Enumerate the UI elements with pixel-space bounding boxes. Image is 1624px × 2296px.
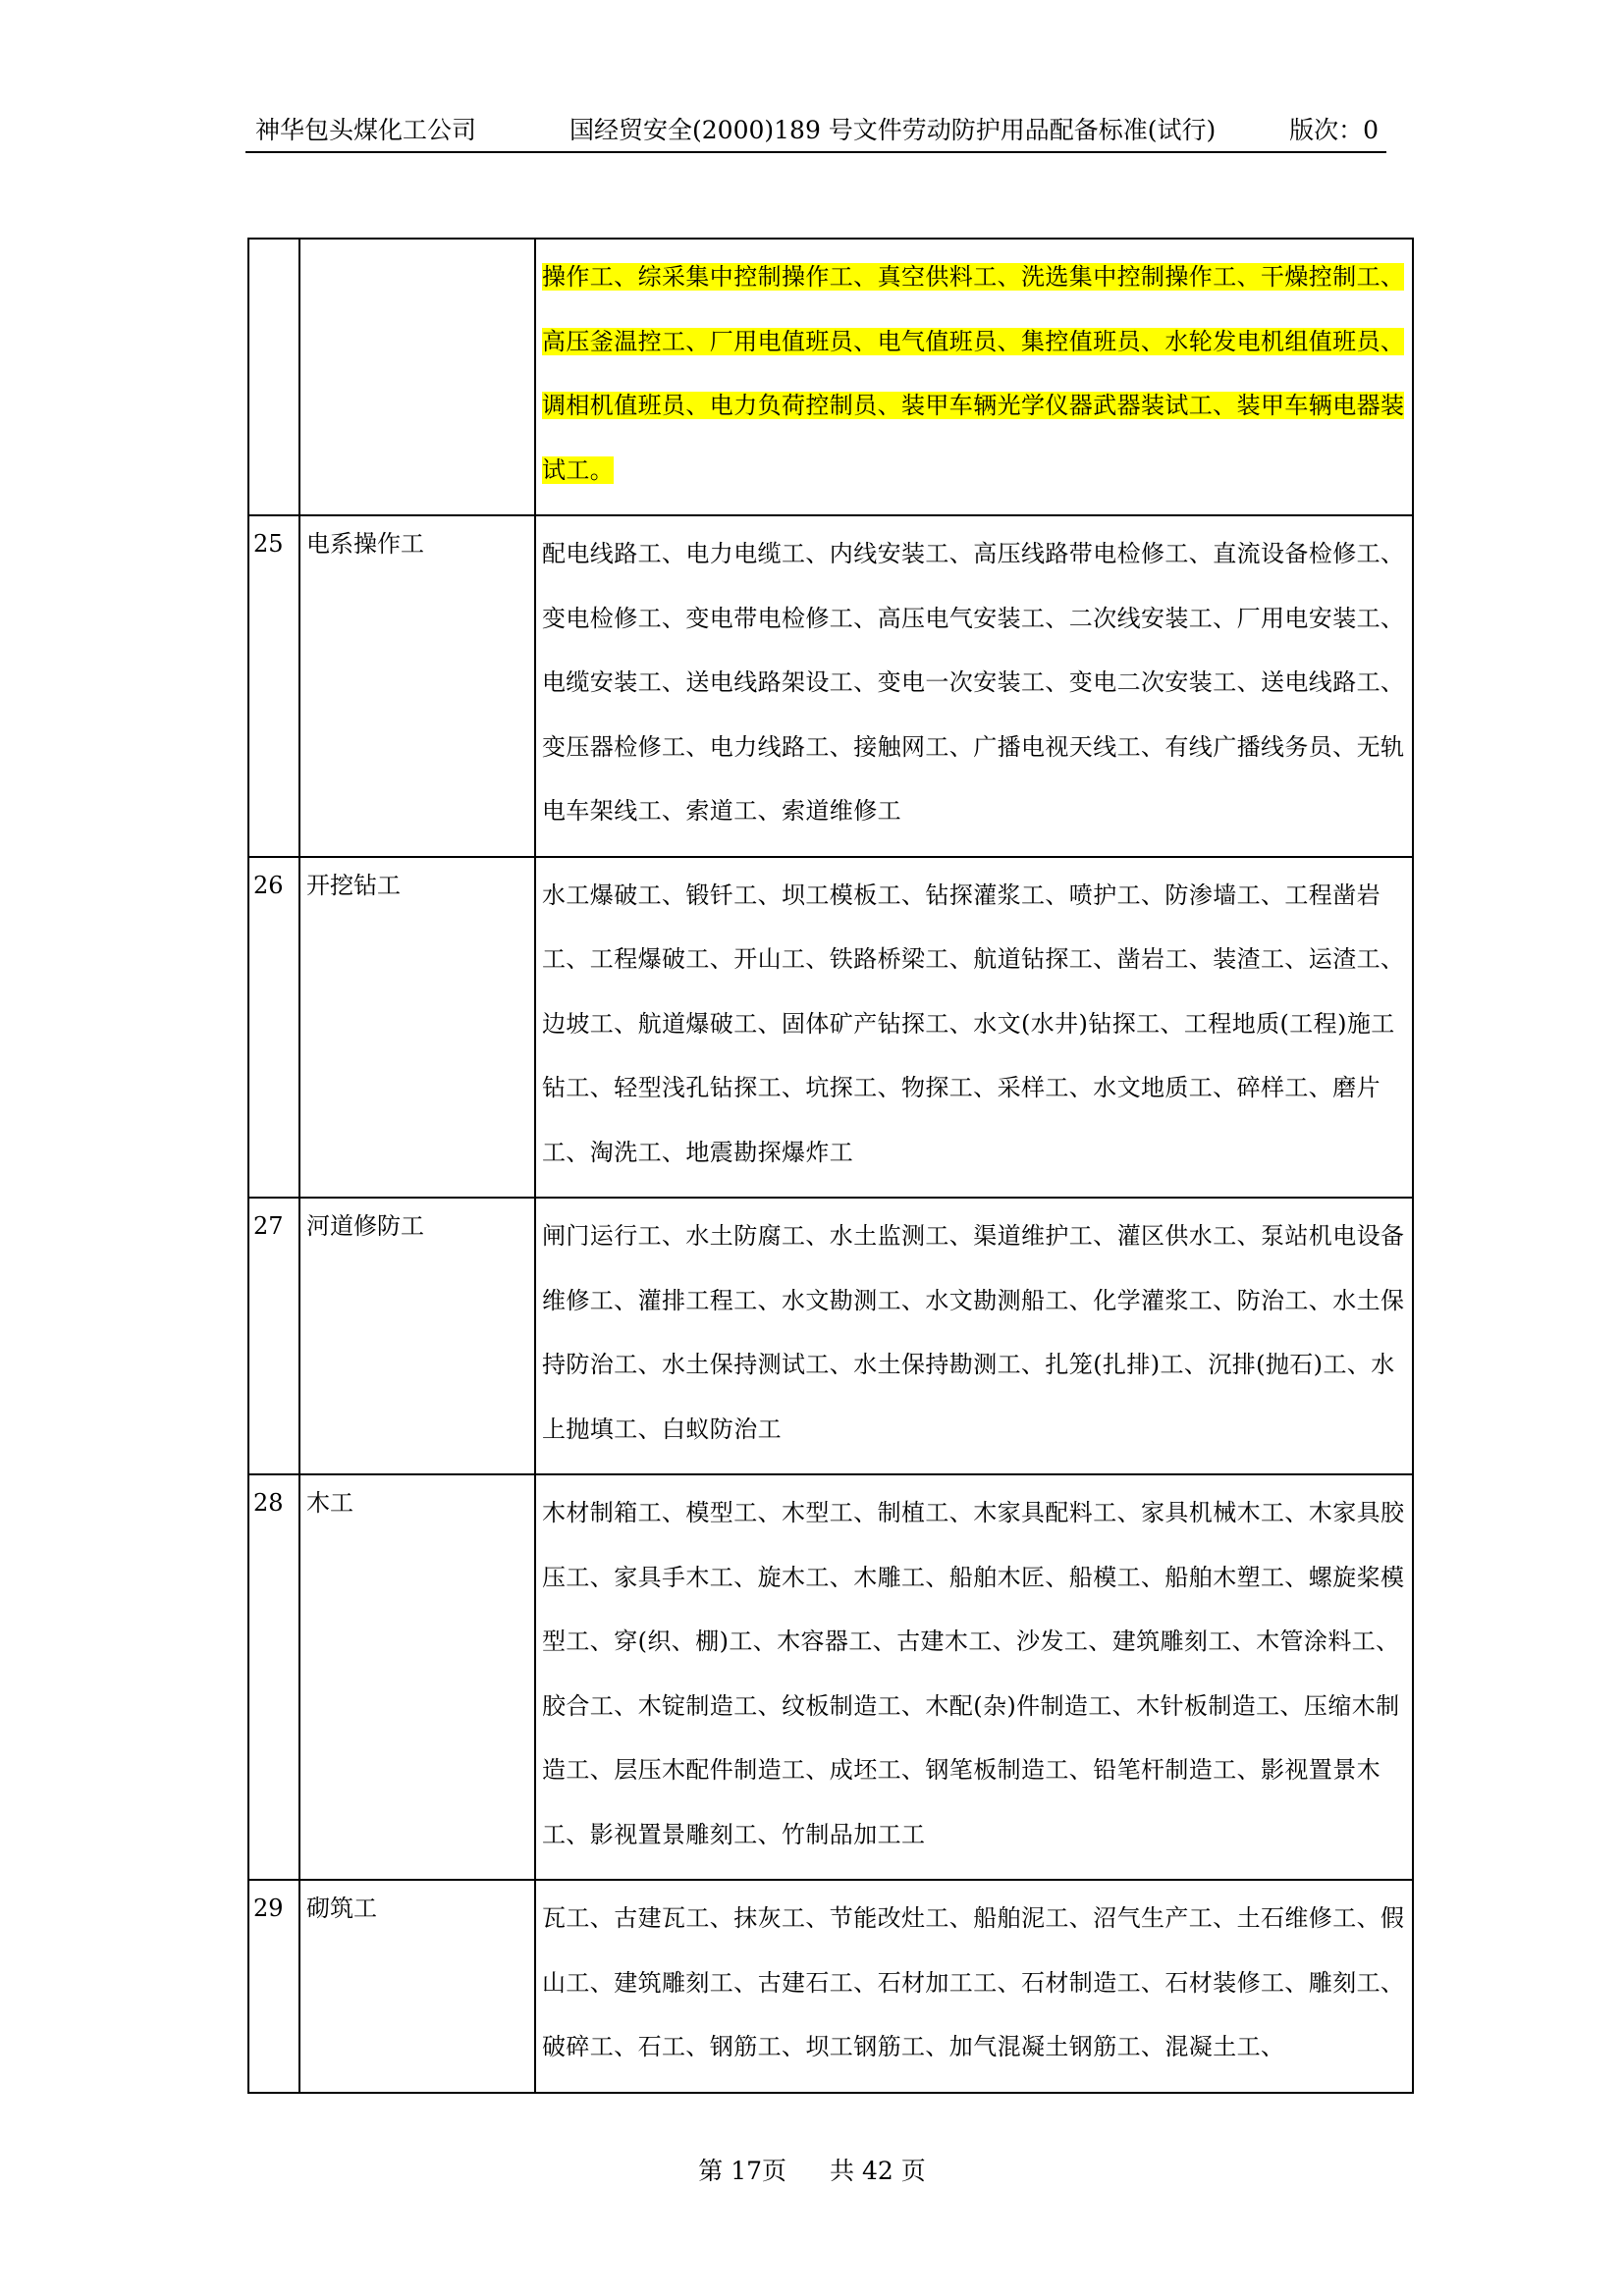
row-number: 26 bbox=[248, 857, 299, 1199]
row-job-list: 瓦工、古建瓦工、抹灰工、节能改灶工、船舶泥工、沼气生产工、土石维修工、假山工、建筑雕刻工、古建石工、石材加工工、石材制造工、石材装修工、雕刻工、破碎工、石工、钢筋工、坝工钢筋工、加气混凝土钢筋工、混凝土工、 bbox=[535, 1880, 1413, 2093]
row-number bbox=[248, 239, 299, 515]
job-category-table bbox=[247, 238, 1414, 2094]
row-category bbox=[299, 239, 535, 515]
row-category: 河道修防工 bbox=[299, 1198, 535, 1474]
table-row bbox=[248, 1880, 1413, 2093]
row-category: 开挖钻工 bbox=[299, 857, 535, 1199]
row-number: 27 bbox=[248, 1198, 299, 1474]
page-total: 共 42 页 bbox=[830, 2157, 926, 2185]
table-row bbox=[248, 239, 1413, 515]
row-job-list: 水工爆破工、锻钎工、坝工模板工、钻探灌浆工、喷护工、防渗墙工、工程凿岩工、工程爆破工、开山工、铁路桥梁工、航道钻探工、凿岩工、装渣工、运渣工、边坡工、航道爆破工、固体矿产钻探工、水文(水井)钻探工、工程地质(工程)施工钻工、轻型浅孔钻探工、坑探工、物探工、采样工、水文地质工、碎样工、磨片工、淘洗工、地震勘探爆炸工 bbox=[535, 857, 1413, 1199]
row-number: 29 bbox=[248, 1880, 299, 2093]
row-job-list: 闸门运行工、水土防腐工、水土监测工、渠道维护工、灌区供水工、泵站机电设备维修工、灌排工程工、水文勘测工、水文勘测船工、化学灌浆工、防治工、水土保持防治工、水土保持测试工、水土保持勘测工、扎笼(扎排)工、沉排(抛石)工、水上抛填工、白蚁防治工 bbox=[535, 1198, 1413, 1474]
header-title: 国经贸安全(2000)189 号文件劳动防护用品配备标准(试行) bbox=[569, 116, 1217, 144]
header-company: 神华包头煤化工公司 bbox=[255, 116, 477, 144]
table-row bbox=[248, 1474, 1413, 1880]
row-job-list: 配电线路工、电力电缆工、内线安装工、高压线路带电检修工、直流设备检修工、变电检修工、变电带电检修工、高压电气安装工、二次线安装工、厂用电安装工、电缆安装工、送电线路架设工、变电一次安装工、变电二次安装工、送电线路工、变压器检修工、电力线路工、接触网工、广播电视天线工、有线广播线务员、无轨电车架线工、索道工、索道维修工 bbox=[535, 515, 1413, 857]
row-category: 电系操作工 bbox=[299, 515, 535, 857]
row-job-list: 木材制箱工、模型工、木型工、制植工、木家具配料工、家具机械木工、木家具胶压工、家具手木工、旋木工、木雕工、船舶木匠、船模工、船舶木塑工、螺旋桨模型工、穿(织、棚)工、木容器工、古建木工、沙发工、建筑雕刻工、木管涂料工、胶合工、木锭制造工、纹板制造工、木配(杂)件制造工、木针板制造工、压缩木制造工、层压木配件制造工、成坯工、钢笔板制造工、铅笔杆制造工、影视置景木工、影视置景雕刻工、竹制品加工工 bbox=[535, 1474, 1413, 1880]
table-row bbox=[248, 857, 1413, 1199]
table-row bbox=[248, 1198, 1413, 1474]
row-job-list bbox=[535, 239, 1413, 515]
highlighted-job-text: 操作工、综采集中控制操作工、真空供料工、洗选集中控制操作工、干燥控制工、高压釜温控工、厂用电值班员、电气值班员、集控值班员、水轮发电机组值班员、调相机值班员、电力负荷控制员、装甲车辆光学仪器武器装试工、装甲车辆电器装试工。 bbox=[542, 263, 1405, 484]
table-row bbox=[248, 515, 1413, 857]
row-number: 25 bbox=[248, 515, 299, 857]
page-number: 第 17页 bbox=[698, 2157, 787, 2185]
page-footer bbox=[0, 2152, 1624, 2187]
header-version: 版次：0 bbox=[1289, 116, 1379, 144]
row-category: 砌筑工 bbox=[299, 1880, 535, 2093]
row-category: 木工 bbox=[299, 1474, 535, 1880]
page-header bbox=[245, 110, 1386, 153]
row-number: 28 bbox=[248, 1474, 299, 1880]
